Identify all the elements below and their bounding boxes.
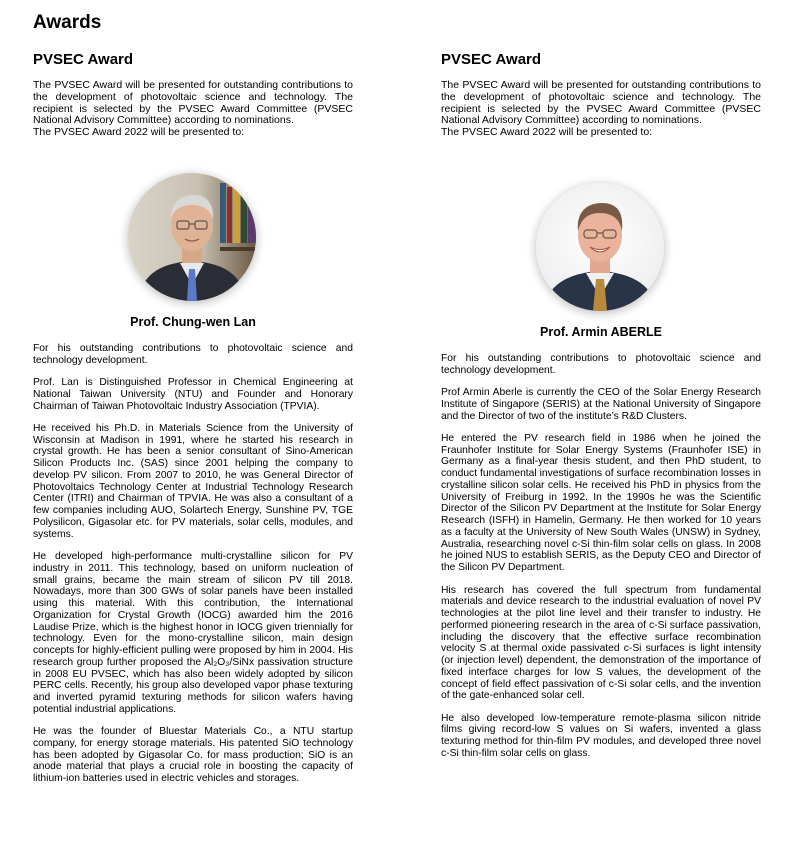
awardee-name: Prof. Armin ABERLE [540,325,662,339]
bio-paragraph: He was the founder of Bluestar Materials Co., a NTU startup company, for energy storage materials. His patented SiO technology has been adopted by Gigasolar Co. for mass production; SiO is an anode material that plays a crucial role in boosting the capacity of lithium-ion batteries used in electric vehicles and storages. [33,726,353,785]
award-heading: PVSEC Award [33,51,134,68]
awardee-name: Prof. Chung-wen Lan [130,315,256,329]
bio-paragraph: For his outstanding contributions to photovoltaic science and technology development. [441,353,761,376]
awardee-photo [536,183,664,311]
award-intro-presented: The PVSEC Award 2022 will be presented to: [33,126,245,139]
bio-paragraph: For his outstanding contributions to photovoltaic science and technology development. [33,343,353,366]
bio-paragraph: His research has covered the full spectrum from fundamental materials and device research to the industrial evaluation of novel PV technologies at the pilot line level and their transfer to industry. He performed pioneering research in the area of c-Si surface passivation, including the discovery that the effective surface recombination velocity S at thermal oxide passivated c-Si surfaces is light intensity (or injection level) dependent, the demonstration of the importance of fixed interface charges for low S values, the development of the concept of field effect passivation of c-Si solar cells, and the invention of the gate-enhanced solar cell. [441,584,761,702]
bio-paragraph: He entered the PV research field in 1986 when he joined the Fraunhofer Institute for Solar Energy Systems (Fraunhofer ISE) in Germany as a final-year thesis student, and then PhD student, to conduct fundamental investigations of surface recombination losses in crystalline silicon solar cells. He received his PhD in physics from the University of Freiburg in 1992. In the 1990s he was the Scientific Director of the Silicon PV Department at the Institute for Solar Energy Research (ISFH) in Hamelin, Germany. He then worked for 10 years as a faculty at the University of New South Wales (UNSW) in Sydney, Australia, researching novel c-Si thin-film solar cells on glass. In 2008 he joined NUS to establish SERIS, as the Deputy CEO and Director of the Silicon PV Department. [441,432,761,574]
portrait-image [128,173,256,301]
award-intro [33,80,353,139]
portrait-image [536,183,664,311]
award-intro [441,80,761,139]
award-intro-text: The PVSEC Award will be presented for outstanding contributions to the development of photovoltaic science and technology. The recipient is selected by the PVSEC Award Committee (PVSEC National Advisory Committee) according to nominations. [33,79,353,127]
award-intro-presented: The PVSEC Award 2022 will be presented to: [441,126,653,139]
bio-paragraph: He received his Ph.D. in Materials Science from the University of Wisconsin at Madison in 1991, where he started his research in crystal growth. He has been a senior consultant of Sino-American Silicon Products Inc. (SAS) since 2001 helping the company to develop PV silicon. From 2007 to 2010, he was General Director of Photovoltaics Technology Center at Industrial Technology Research Center (ITRI) and Chairman of TPVIA. He was also a consultant of a few companies including AUO, Solartech Energy, Sunshine PV, TGE Polysilicon, Gigasolar etc. for PV materials, solar cells, modules, and systems. [33,422,353,540]
bio-paragraph: He also developed low-temperature remote-plasma silicon nitride films giving record-low S values on Si wafers, invented a glass texturing method for thin-film PV modules, and developed three novel c-Si thin-film solar cells on glass. [441,712,761,759]
awardee-bio [441,353,761,770]
awardee-photo [128,173,256,301]
bio-paragraph: Prof Armin Aberle is currently the CEO of the Solar Energy Research Institute of Singapore (SERIS) at the National University of Singapore and the Director of two of the institute’s R&D Clusters. [441,387,761,422]
award-heading: PVSEC Award [441,51,542,68]
bio-paragraph: Prof. Lan is Distinguished Professor in Chemical Engineering at National Taiwan University (NTU) and Founder and Honorary Chairman of Taiwan Photovoltaic Industry Association (TPVIA). [33,377,353,412]
page-title: Awards [33,12,102,33]
bio-paragraph: He developed high-performance multi-crystalline silicon for PV industry in 2011. This technology, based on uniform nucleation of small grains, became the main stream of silicon PV till 2018. Nowadays, more than 300 GWs of solar panels have been installed using this material. With this contribution, the International Organization for Crystal Growth (IOCG) awarded him the 2016 Laudise Prize, which is the highest honor in IOCG given triennially for technology. Even for the mono-crystalline silicon, main design concepts for highly-efficient pulling were proposed by him in 2004. His research group further proposed the Al₂O₃/SiNx passivation structure in 2008 EU PVSEC, which has also been widely adopted by silicon PERC cells. Recently, his group also developed vapor phase texturing and inverted pyramid texturing methods for silicon wafers having potential industrial applications. [33,551,353,715]
award-intro-text: The PVSEC Award will be presented for outstanding contributions to the development of photovoltaic science and technology. The recipient is selected by the PVSEC Award Committee (PVSEC National Advisory Committee) according to nominations. [441,79,761,127]
awardee-bio [33,343,353,795]
